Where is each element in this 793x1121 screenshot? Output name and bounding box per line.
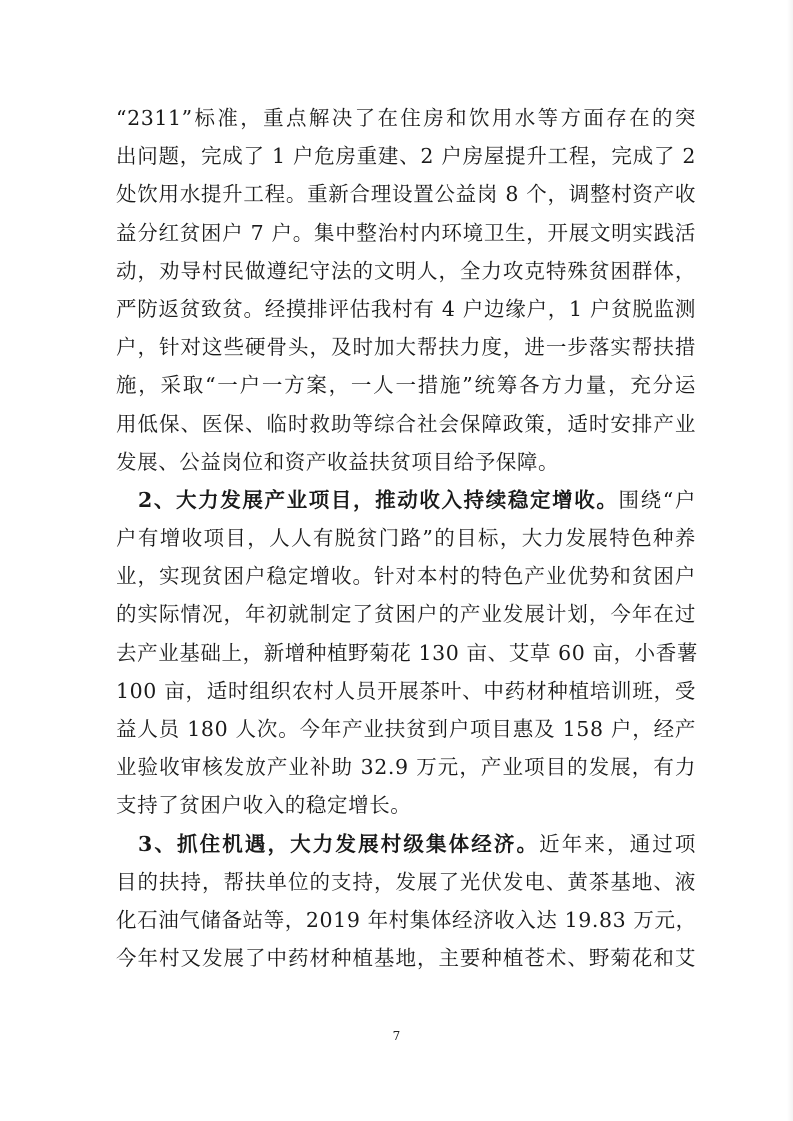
text-line: 100 亩，适时组织农村人员开展茶叶、中药材种植培训班，受: [116, 678, 696, 703]
text-line: 的实际情况，年初就制定了贫困户的产业发展计划，今年在过: [116, 602, 696, 627]
text-line: 化石油气储备站等，2019 年村集体经济收入达 19.83 万元，: [116, 907, 697, 932]
text-line: 益分红贫困户 7 户。集中整治村内环境卫生，开展文明实践活: [116, 220, 696, 245]
text-line: 严防返贫致贫。经摸排评估我村有 4 户边缘户，1 户贫脱监测: [116, 296, 696, 321]
text-line: 益人员 180 人次。今年产业扶贫到户项目惠及 158 户，经产: [116, 717, 696, 741]
paragraph-first-line: [116, 481, 696, 519]
paragraph-industry-projects: [116, 481, 696, 825]
page-number: 7: [392, 1029, 401, 1043]
text-line: 施，采取“一户一方案，一人一措施”统筹各方力量，充分运: [116, 373, 696, 398]
text-line: 处饮用水提升工程。重新合理设置公益岗 8 个，调整村资产收: [116, 182, 696, 207]
text-line: 业验收审核发放产业补助 32.9 万元，产业项目的发展，有力: [116, 755, 696, 780]
text-line: 户有增收项目，人人有脱贫门路”的目标，大力发展特色种养: [116, 526, 696, 551]
text-line: 动，劝导村民做遵纪守法的文明人，全力攻克特殊贫困群体，: [116, 258, 696, 283]
text-span: 围绕“户: [618, 487, 696, 512]
text-line: 去产业基础上，新增种植野菊花 130 亩、艾草 60 亩，小香薯: [116, 640, 698, 665]
document-body: [116, 99, 696, 977]
paragraph-continuation: [116, 99, 696, 481]
scan-edge-shadow: [787, 0, 793, 1121]
paragraph-first-line: [116, 825, 696, 863]
text-line: 目的扶持，帮扶单位的支持，发展了光伏发电、黄茶基地、液: [116, 869, 696, 894]
text-span: 近年来，通过项: [539, 831, 696, 856]
text-line: 户，针对这些硬骨头，及时加大帮扶力度，进一步落实帮扶措: [116, 335, 696, 360]
text-line: 用低保、医保、临时救助等综合社会保障政策，适时安排产业: [116, 411, 696, 436]
text-line: 出问题，完成了 1 户危房重建、2 户房屋提升工程，完成了 2: [116, 144, 696, 169]
text-line: 今年村又发展了中药材种植基地，主要种植苍术、野菊花和艾: [116, 946, 696, 971]
text-line: 支持了贫困户收入的稳定增长。: [116, 793, 412, 818]
text-line: 业，实现贫困户稳定增收。针对本村的特色产业优势和贫困户: [116, 564, 696, 589]
section-heading: 3、抓住机遇，大力发展村级集体经济。: [138, 831, 540, 856]
section-heading: 2、大力发展产业项目，推动收入持续稳定增收。: [138, 487, 619, 512]
text-line: “2311”标准，重点解决了在住房和饮用水等方面存在的突: [116, 106, 696, 130]
paragraph-collective-economy: [116, 825, 696, 978]
text-line: 发展、公益岗位和资产收益扶贫项目给予保障。: [116, 449, 560, 474]
